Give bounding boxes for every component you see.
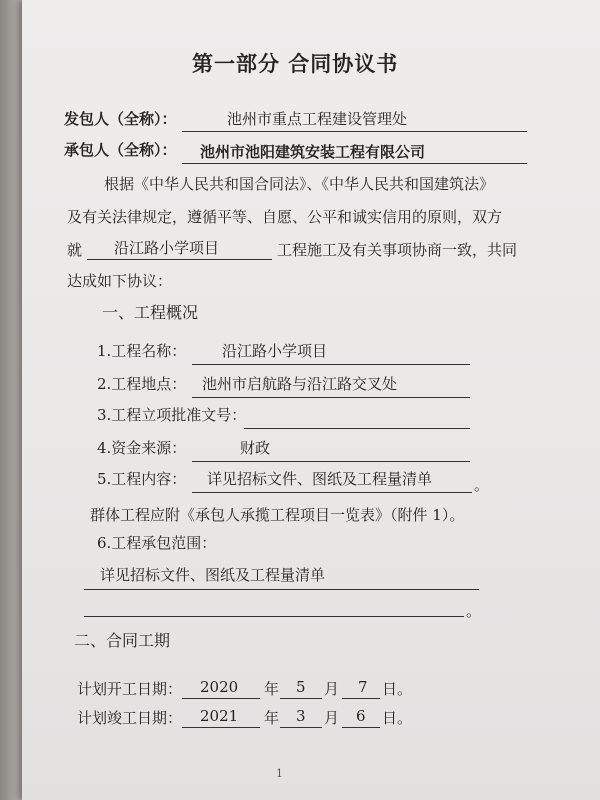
employer-value: 池州市重点工程建设管理处 — [227, 110, 408, 128]
intro-line-2: 及有关法律规定，遵循平等、自愿、公平和诚实信用的原则，双方 — [67, 208, 503, 226]
contract-scope-label: 6.工程承包范围： — [97, 534, 217, 552]
project-content-label: 5.工程内容： — [97, 470, 187, 488]
contractor-value: 池州市池阳建筑安装工程有限公司 — [200, 143, 426, 161]
project-content-underline — [192, 492, 472, 493]
start-month-underline — [280, 698, 322, 699]
start-day: 7 — [358, 678, 368, 696]
end-year-underline — [182, 727, 260, 728]
project-location-label: 2.工程地点： — [97, 375, 187, 393]
funding-source-value: 财政 — [240, 439, 271, 457]
intro-project-underline — [87, 259, 272, 260]
contractor-label: 承包人（全称）： — [64, 141, 177, 159]
start-year-underline — [182, 698, 260, 699]
section-2-heading: 二、合同工期 — [74, 631, 171, 650]
binder-edge — [0, 0, 22, 800]
start-month: 5 — [296, 678, 306, 696]
end-month: 3 — [296, 707, 306, 725]
end-day-underline — [342, 727, 380, 728]
end-year: 2021 — [200, 707, 239, 725]
end-month-char: 月 — [324, 709, 340, 727]
page-number: 1 — [276, 767, 283, 780]
group-project-note: 群体工程应附《承包人承揽工程项目一览表》（附件 1）。 — [90, 506, 465, 524]
page-title: 第一部分 合同协议书 — [192, 51, 399, 76]
project-content-value: 详见招标文件、图纸及工程量清单 — [207, 470, 433, 488]
project-name-underline — [192, 364, 470, 365]
project-name-value: 沿江路小学项目 — [222, 342, 328, 360]
contract-page — [22, 0, 600, 800]
employer-underline — [182, 131, 527, 132]
contract-scope-value: 详见招标文件、图纸及工程量清单 — [100, 566, 326, 584]
intro-project-value: 沿江路小学项目 — [114, 239, 220, 257]
intro-line-3-prefix: 就 — [67, 241, 83, 259]
contract-scope-underline-1 — [84, 589, 479, 590]
intro-line-3-suffix: 工程施工及有关事项协商一致，共同 — [277, 241, 518, 259]
end-date-label: 计划竣工日期： — [77, 709, 183, 727]
contract-scope-underline-2 — [84, 616, 464, 617]
start-month-char: 月 — [324, 680, 340, 698]
section-1-heading: 一、工程概况 — [102, 303, 199, 322]
project-content-period: 。 — [474, 476, 490, 494]
project-location-value: 池州市启航路与沿江路交叉处 — [202, 375, 398, 393]
project-name-label: 1.工程名称： — [97, 342, 187, 360]
start-date-label: 计划开工日期： — [77, 680, 183, 698]
employer-label: 发包人（全称）： — [64, 110, 177, 128]
funding-source-underline — [192, 461, 470, 462]
end-day: 6 — [356, 707, 366, 725]
intro-line-1: 根据《中华人民共和国合同法》、《中华人民共和国建筑法》 — [104, 175, 495, 193]
project-location-underline — [192, 397, 470, 398]
end-year-char: 年 — [264, 709, 280, 727]
contractor-underline — [182, 163, 527, 164]
approval-number-underline — [244, 428, 470, 429]
start-year-char: 年 — [264, 680, 280, 698]
start-day-underline — [342, 698, 380, 699]
end-month-underline — [280, 727, 322, 728]
contract-scope-period: 。 — [466, 602, 482, 620]
start-day-char: 日。 — [382, 680, 413, 698]
end-day-char: 日。 — [382, 709, 413, 727]
funding-source-label: 4.资金来源： — [97, 439, 187, 457]
intro-line-4: 达成如下协议： — [67, 272, 173, 290]
approval-number-label: 3.工程立项批准文号： — [97, 406, 247, 424]
start-year: 2020 — [200, 678, 239, 696]
